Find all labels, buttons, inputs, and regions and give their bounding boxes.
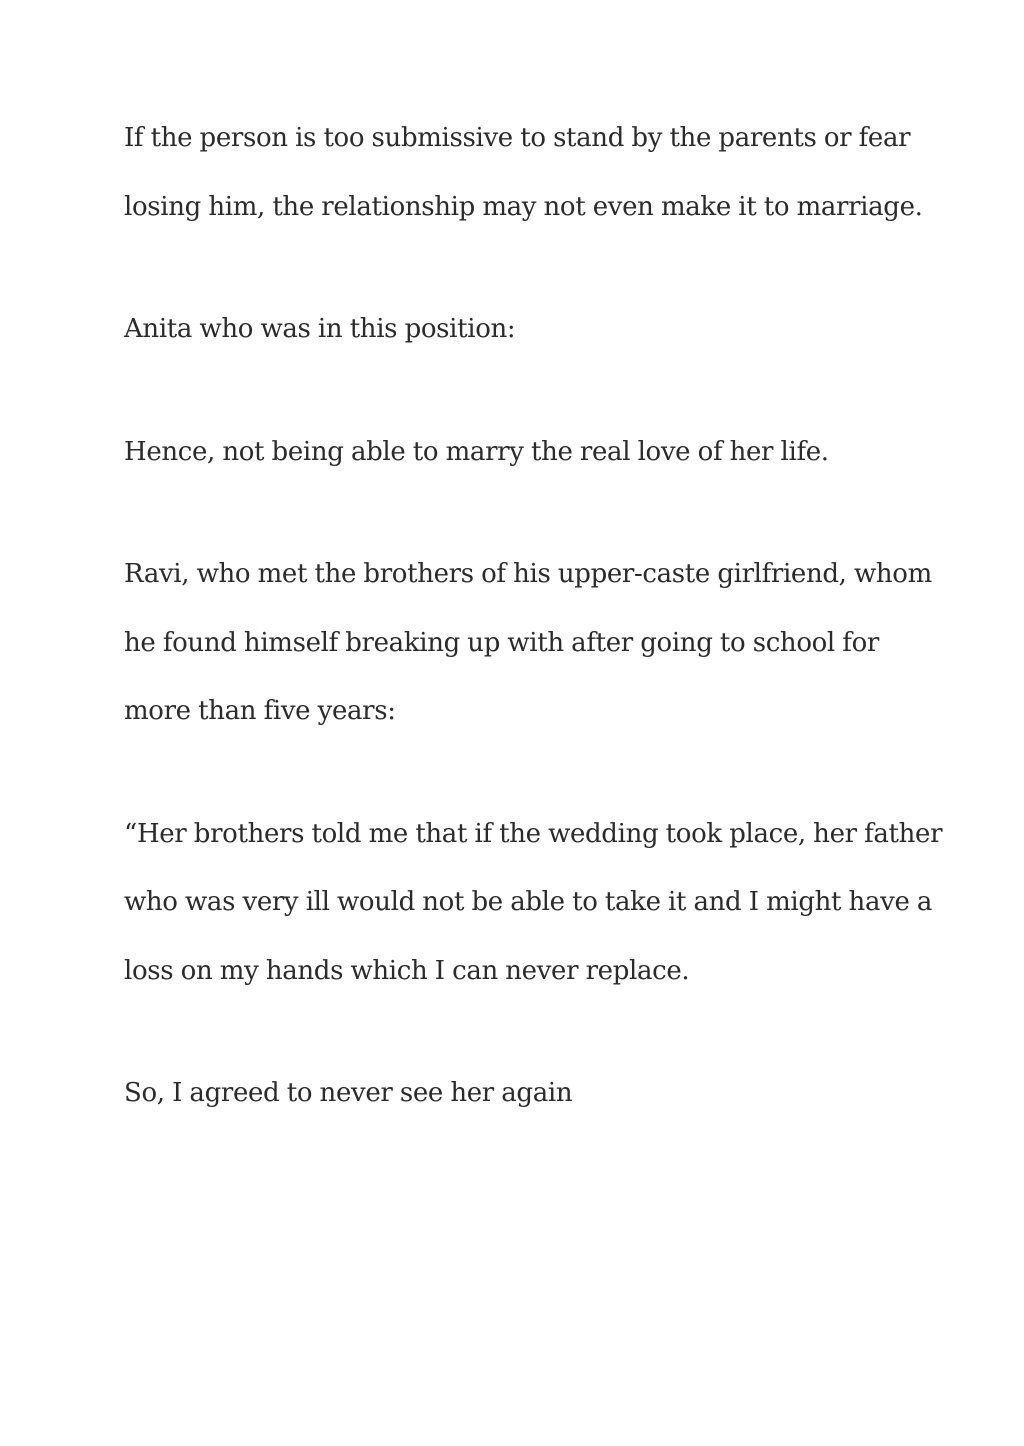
paragraph-4	[124, 540, 932, 746]
text-line: Ravi, who met the brothers of his upper-caste girlfriend, whom	[124, 559, 932, 589]
paragraph-6	[124, 1059, 924, 1128]
text-line: he found himself breaking up with after going to school for	[124, 627, 879, 658]
text-line: So, I agreed to never see her again	[124, 1078, 573, 1108]
text-line: If the person is too submissive to stand by the parents or fear	[124, 123, 911, 153]
paragraph-1	[124, 104, 924, 241]
text-line: losing him, the relationship may not even make it to marriage.	[124, 191, 923, 222]
text-line: “Her brothers told me that if the wedding took place, her father	[124, 818, 943, 849]
text-line: more than five years:	[124, 696, 396, 726]
document-body	[124, 104, 943, 1182]
paragraph-3	[124, 418, 924, 487]
text-line: loss on my hands which I can never replace.	[124, 955, 690, 986]
text-line: Anita who was in this position:	[124, 314, 516, 344]
text-line: Hence, not being able to marry the real love of her life.	[124, 436, 829, 467]
text-line: who was very ill would not be able to take it and I might have a	[124, 887, 933, 917]
paragraph-2	[124, 295, 924, 364]
paragraph-5	[124, 800, 943, 1006]
